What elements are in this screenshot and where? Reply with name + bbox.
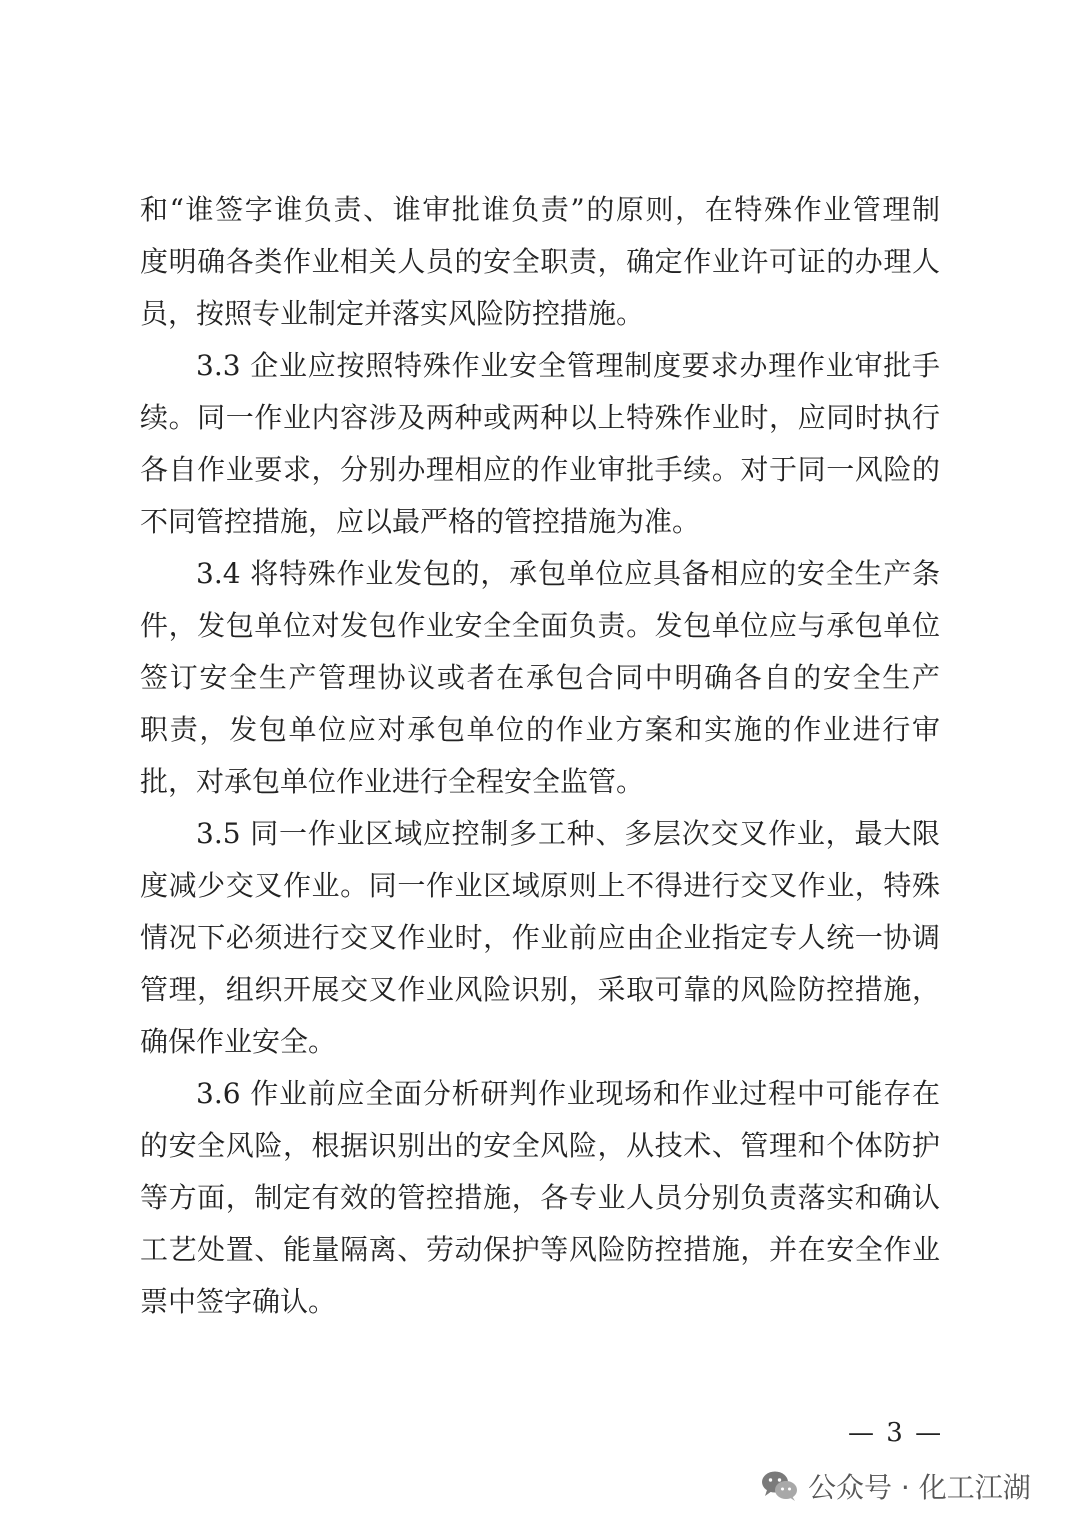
- text-line: 职责，发包单位应对承包单位的作业方案和实施的作业进行审: [140, 713, 940, 746]
- text-line: 管理，组织开展交叉作业风险识别，采取可靠的风险防控措施，: [140, 973, 940, 1006]
- text-line: 度明确各类作业相关人员的安全职责，确定作业许可证的办理人: [140, 245, 940, 278]
- paragraph-3-4-first-line: 3.4 将特殊作业发包的，承包单位应具备相应的安全生产条: [196, 557, 940, 590]
- paragraph-3-6-first-line: 3.6 作业前应全面分析研判作业现场和作业过程中可能存在: [196, 1077, 940, 1110]
- paragraph-3-3-first-line: 3.3 企业应按照特殊作业安全管理制度要求办理作业审批手: [196, 349, 940, 382]
- text-line: 情况下必须进行交叉作业时，作业前应由企业指定专人统一协调: [140, 921, 940, 954]
- text-line: 员，按照专业制定并落实风险防控措施。: [140, 297, 645, 330]
- text-line: 和“谁签字谁负责、谁审批谁负责”的原则，在特殊作业管理制: [140, 193, 940, 226]
- text-line: 不同管控措施，应以最严格的管控措施为准。: [140, 505, 701, 538]
- text-line: 度减少交叉作业。同一作业区域原则上不得进行交叉作业，特殊: [140, 869, 940, 902]
- watermark-text: 公众号 · 化工江湖: [808, 1471, 1031, 1504]
- text-line: 批，对承包单位作业进行全程安全监管。: [140, 765, 645, 798]
- wechat-icon: [760, 1469, 800, 1503]
- text-line: 续。同一作业内容涉及两种或两种以上特殊作业时，应同时执行: [140, 401, 940, 434]
- text-line: 签订安全生产管理协议或者在承包合同中明确各自的安全生产: [140, 661, 940, 694]
- text-line: 件，发包单位对发包作业安全全面负责。发包单位应与承包单位: [140, 609, 940, 642]
- wechat-watermark: [760, 1462, 1031, 1510]
- text-line: 工艺处置、能量隔离、劳动保护等风险防控措施，并在安全作业: [140, 1233, 940, 1266]
- text-line: 确保作业安全。: [140, 1025, 337, 1058]
- text-line: 的安全风险，根据识别出的安全风险，从技术、管理和个体防护: [140, 1129, 940, 1162]
- document-body: [140, 184, 940, 1328]
- text-line: 票中签字确认。: [140, 1285, 337, 1318]
- paragraph-3-5-first-line: 3.5 同一作业区域应控制多工种、多层次交叉作业，最大限: [196, 817, 940, 850]
- page-number: — 3 —: [848, 1418, 944, 1448]
- text-line: 等方面，制定有效的管控措施，各专业人员分别负责落实和确认: [140, 1181, 940, 1214]
- text-line: 各自作业要求，分别办理相应的作业审批手续。对于同一风险的: [140, 453, 940, 486]
